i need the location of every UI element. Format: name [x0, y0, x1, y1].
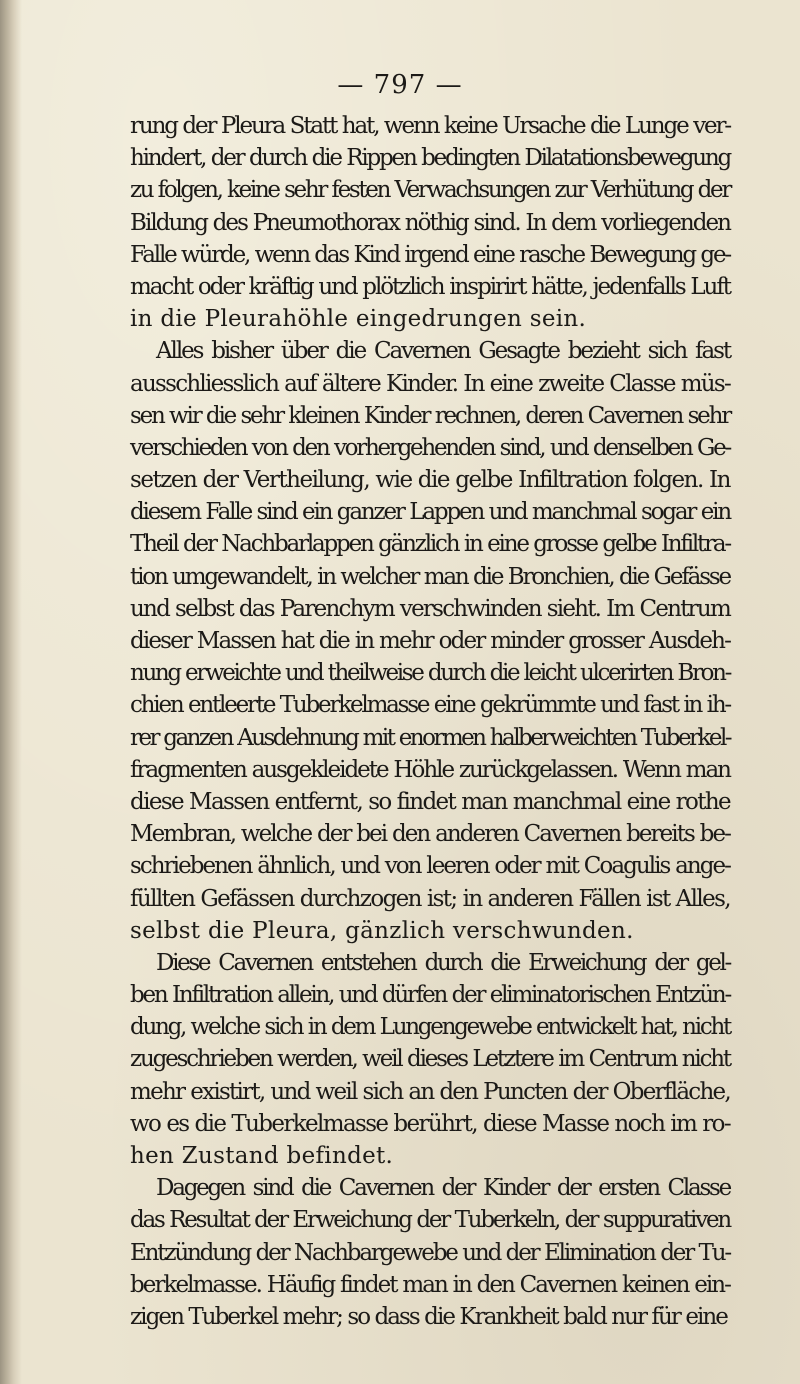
text-line: ausschliesslich auf ältere Kinder. In eine zweite Classe müs- [130, 370, 730, 397]
text-line: in die Pleurahöhle eingedrungen sein. [130, 306, 587, 333]
paragraph [130, 110, 730, 335]
text-line: wo es die Tuberkelmasse berührt, diese Masse noch im ro- [130, 1110, 730, 1137]
text-line: chien entleerte Tuberkelmasse eine gekrümmte und fast in ih- [130, 692, 730, 719]
paragraph [130, 1172, 730, 1333]
text-line: füllten Gefässen durchzogen ist; in anderen Fällen ist Alles, [130, 885, 730, 912]
text-line: Bildung des Pneumothorax nöthig sind. In dem vorliegenden [130, 209, 730, 236]
text-line: und selbst das Parenchym verschwinden sieht. Im Centrum [130, 595, 730, 622]
text-line: verschieden von den vorhergehenden sind, und denselben Ge- [130, 434, 730, 461]
text-line: Falle würde, wenn das Kind irgend eine rasche Bewegung ge- [130, 241, 730, 268]
page-number-header: — 797 — [337, 70, 463, 100]
text-line: Membran, welche der bei den anderen Cavernen bereits be- [130, 821, 730, 848]
page-gutter-shadow [0, 0, 22, 1384]
text-line: Theil der Nachbarlappen gänzlich in eine grosse gelbe Infiltra- [130, 531, 730, 558]
text-line: hen Zustand befindet. [130, 1143, 394, 1169]
text-line: hindert, der durch die Rippen bedingten Dilatationsbewegung [130, 145, 730, 172]
paragraph [130, 335, 730, 947]
text-line: mehr existirt, und weil sich an den Puncten der Oberfläche, [130, 1078, 730, 1105]
text-line: zu folgen, keine sehr festen Verwachsungen zur Verhütung der [130, 177, 730, 204]
text-line: rung der Pleura Statt hat, wenn keine Ursache die Lunge ver- [130, 113, 730, 139]
text-line: nung erweichte und theilweise durch die leicht ulcerirten Bron- [130, 660, 730, 687]
text-line: Diese Cavernen entstehen durch die Erweichung der gel- [156, 949, 730, 976]
text-line: zugeschrieben werden, weil dieses Letztere im Centrum nicht [130, 1046, 730, 1073]
text-line: zigen Tuberkel mehr; so dass die Krankheit bald nur für eine [130, 1303, 727, 1330]
text-line: tion umgewandelt, in welcher man die Bronchien, die Gefässe [130, 563, 730, 590]
text-line: Entzündung der Nachbargewebe und der Elimination der Tu- [130, 1239, 730, 1266]
text-line: Dagegen sind die Cavernen der Kinder der ersten Classe [156, 1175, 730, 1202]
text-line: rer ganzen Ausdehnung mit enormen halberweichten Tuberkel- [130, 724, 730, 751]
text-line: das Resultat der Erweichung der Tuberkeln, der suppurativen [130, 1207, 730, 1234]
text-line: sen wir die sehr kleinen Kinder rechnen, deren Cavernen sehr [130, 402, 730, 429]
text-line: diesem Falle sind ein ganzer Lappen und manchmal sogar ein [130, 499, 730, 526]
text-line: dieser Massen hat die in mehr oder minder grosser Ausdeh- [130, 628, 730, 654]
text-line: schriebenen ähnlich, und von leeren oder mit Coagulis ange- [130, 853, 730, 880]
text-line: Alles bisher über die Cavernen Gesagte bezieht sich fast [156, 338, 730, 365]
text-line: fragmenten ausgekleidete Höhle zurückgelassen. Wenn man [130, 756, 730, 783]
text-line: diese Massen entfernt, so findet man manchmal eine rothe [130, 788, 730, 815]
text-line: selbst die Pleura, gänzlich verschwunden. [130, 917, 634, 944]
text-line: dung, welche sich in dem Lungengewebe entwickelt hat, nicht [130, 1014, 730, 1041]
paragraph [130, 947, 730, 1172]
text-line: macht oder kräftig und plötzlich inspirirt hätte, jedenfalls Luft [130, 273, 730, 300]
body-text [130, 110, 730, 1333]
text-line: setzen der Vertheilung, wie die gelbe Infiltration folgen. In [130, 467, 730, 494]
text-line: berkelmasse. Häufig findet man in den Cavernen keinen ein- [130, 1271, 730, 1298]
text-line: ben Infiltration allein, und dürfen der eliminatorischen Entzün- [130, 982, 730, 1009]
